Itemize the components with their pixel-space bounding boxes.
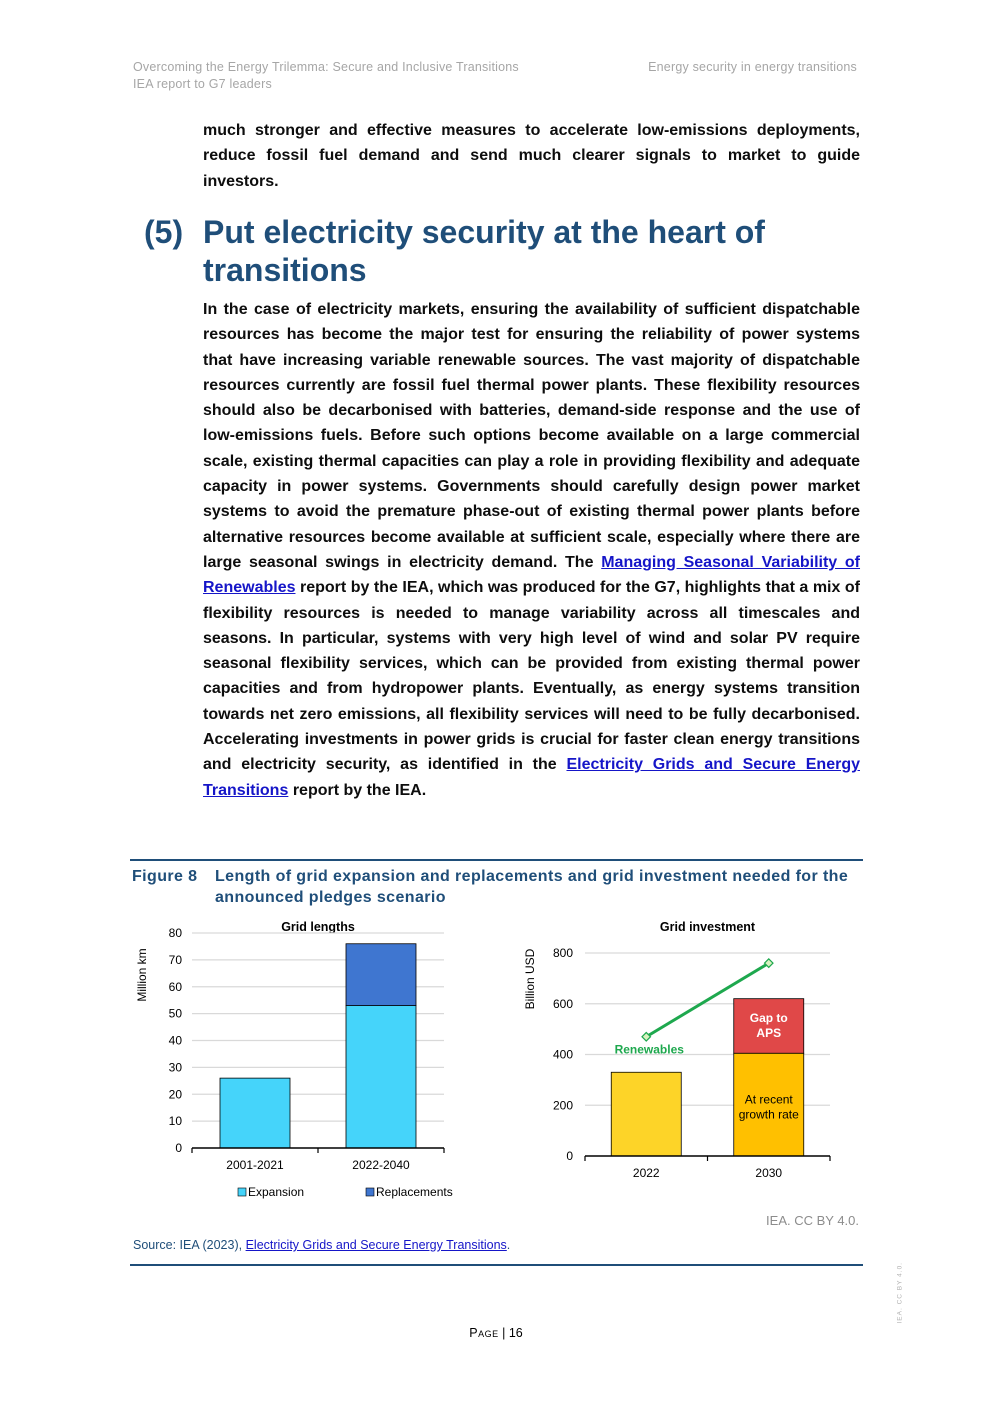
chart-title: Grid lengths [281, 920, 355, 934]
y-axis-label: Million km [135, 948, 149, 1002]
chart-title: Grid investment [659, 920, 756, 934]
y-tick-label: 60 [168, 979, 182, 994]
page-word: Page [469, 1326, 499, 1340]
y-tick-label: 400 [552, 1047, 573, 1062]
figure-source [133, 1238, 510, 1252]
paragraph-text-2: report by the IEA, which was produced for the G7, highlights that a mix of flexibility resources is needed to manage variability across all timescales and seasons. In particular, systems with very high level of wind and solar PV require seasonal flexibility services, which can be provided from existing thermal power capacities and from hydropower plants. Eventually, as energy systems transition towards net zero emissions, all flexibility services will need to be fully decarbonised. Accelerating investments in power grids is crucial for faster clean energy transitions and electricity security, as identified in the [203, 579, 860, 774]
grids-report-link[interactable]: Electricity Grids and Secure Energy Transitions [203, 756, 860, 799]
legend-swatch-replacements [366, 1188, 374, 1196]
grid-lengths-chart [128, 913, 478, 1213]
side-watermark: IEA. CC BY 4.0. [896, 1262, 904, 1324]
source-link[interactable]: Electricity Grids and Secure Energy Transitions [245, 1238, 507, 1252]
x-tick-label: 2001-2021 [226, 1158, 284, 1172]
y-tick-label: 200 [552, 1098, 573, 1113]
x-tick-label: 2022 [632, 1166, 660, 1180]
x-tick-label: 2030 [755, 1166, 783, 1180]
legend-label-replacements: Replacements [376, 1185, 453, 1199]
page-number [0, 1326, 992, 1340]
y-tick-label: 800 [552, 946, 573, 960]
grid-investment-chart [520, 913, 840, 1193]
source-prefix: Source: IEA (2023), [133, 1238, 243, 1252]
bar-replacements-2022-2040 [346, 944, 416, 1006]
grid-lengths-svg [128, 913, 478, 1208]
y-axis-label: Billion USD [523, 948, 537, 1010]
y-tick-label: 10 [168, 1114, 182, 1129]
renewables-label: Renewables [614, 1042, 684, 1057]
running-header-right: Energy security in energy transitions [648, 60, 857, 74]
running-header-left [133, 59, 519, 93]
figure-title: Length of grid expansion and replacements and grid investment needed for the announced pledges scenario [215, 868, 849, 906]
section-title: Put electricity security at the heart of transitions [203, 214, 765, 288]
y-tick-label: 70 [168, 952, 182, 967]
figure-label: Figure 8 [132, 868, 198, 885]
y-tick-label: 40 [168, 1033, 182, 1048]
bar-expansion-2022-2040 [346, 1006, 416, 1148]
section-paragraph [203, 297, 860, 803]
y-tick-label: 600 [552, 996, 573, 1011]
y-tick-label: 0 [566, 1149, 573, 1163]
source-suffix: . [506, 1238, 511, 1252]
x-tick-label: 2022-2040 [352, 1158, 410, 1172]
report-subtitle: IEA report to G7 leaders [133, 77, 272, 91]
y-tick-label: 0 [175, 1141, 182, 1155]
growth-rate-label-line2: growth rate [738, 1107, 799, 1122]
figure-credit: IEA. CC BY 4.0. [766, 1213, 859, 1228]
gap-to-aps-label-line1: Gap to [749, 1010, 788, 1025]
intro-paragraph: much stronger and effective measures to accelerate low-emissions deployments, reduce fossil fuel demand and send much clearer signals to market to guide investors. [203, 122, 860, 190]
y-tick-label: 20 [168, 1087, 182, 1102]
y-tick-label: 80 [168, 926, 182, 940]
bar-expansion-2001-2021 [220, 1078, 290, 1148]
growth-rate-label-line1: At recent [744, 1092, 793, 1107]
seasonal-variability-link[interactable]: Managing Seasonal Variability of Renewables [203, 553, 861, 597]
report-title: Overcoming the Energy Trilemma: Secure and Inclusive Transitions [133, 60, 519, 74]
gap-to-aps-label-line2: APS [756, 1025, 782, 1040]
page-number-value: | 16 [502, 1326, 523, 1340]
bar-current-2022 [611, 1072, 681, 1156]
section-number: (5) [144, 214, 184, 250]
y-tick-label: 30 [168, 1060, 182, 1075]
legend-label-expansion: Expansion [248, 1185, 305, 1199]
grid-investment-svg [520, 913, 840, 1188]
paragraph-text-1: In the case of electricity markets, ensuring the availability of sufficient dispatchable resources has become the major test for ensuring the reliability of power systems that have increasing variable renewable sources. The vast majority of dispatchable resources currently are fossil fuel thermal power plants. These flexibility resources should also be decarbonised with batteries, demand-side response and the use of low-emissions fuels. Before such options become available on a large commercial scale, existing thermal capacities can play a role in providing flexibility and adequate capacity in power systems. Governments should carefully design power market systems to avoid the premature phase-out of existing thermal power plants before alternative resources become available at sufficient scale, especially where there are large seasonal swings in electricity demand. The [203, 301, 860, 571]
paragraph-text-3: report by the IEA. [292, 781, 427, 799]
figure-bottom-rule [130, 1264, 863, 1266]
figure-top-rule [130, 859, 863, 861]
y-tick-label: 50 [168, 1006, 182, 1021]
legend-swatch-expansion [238, 1188, 246, 1196]
